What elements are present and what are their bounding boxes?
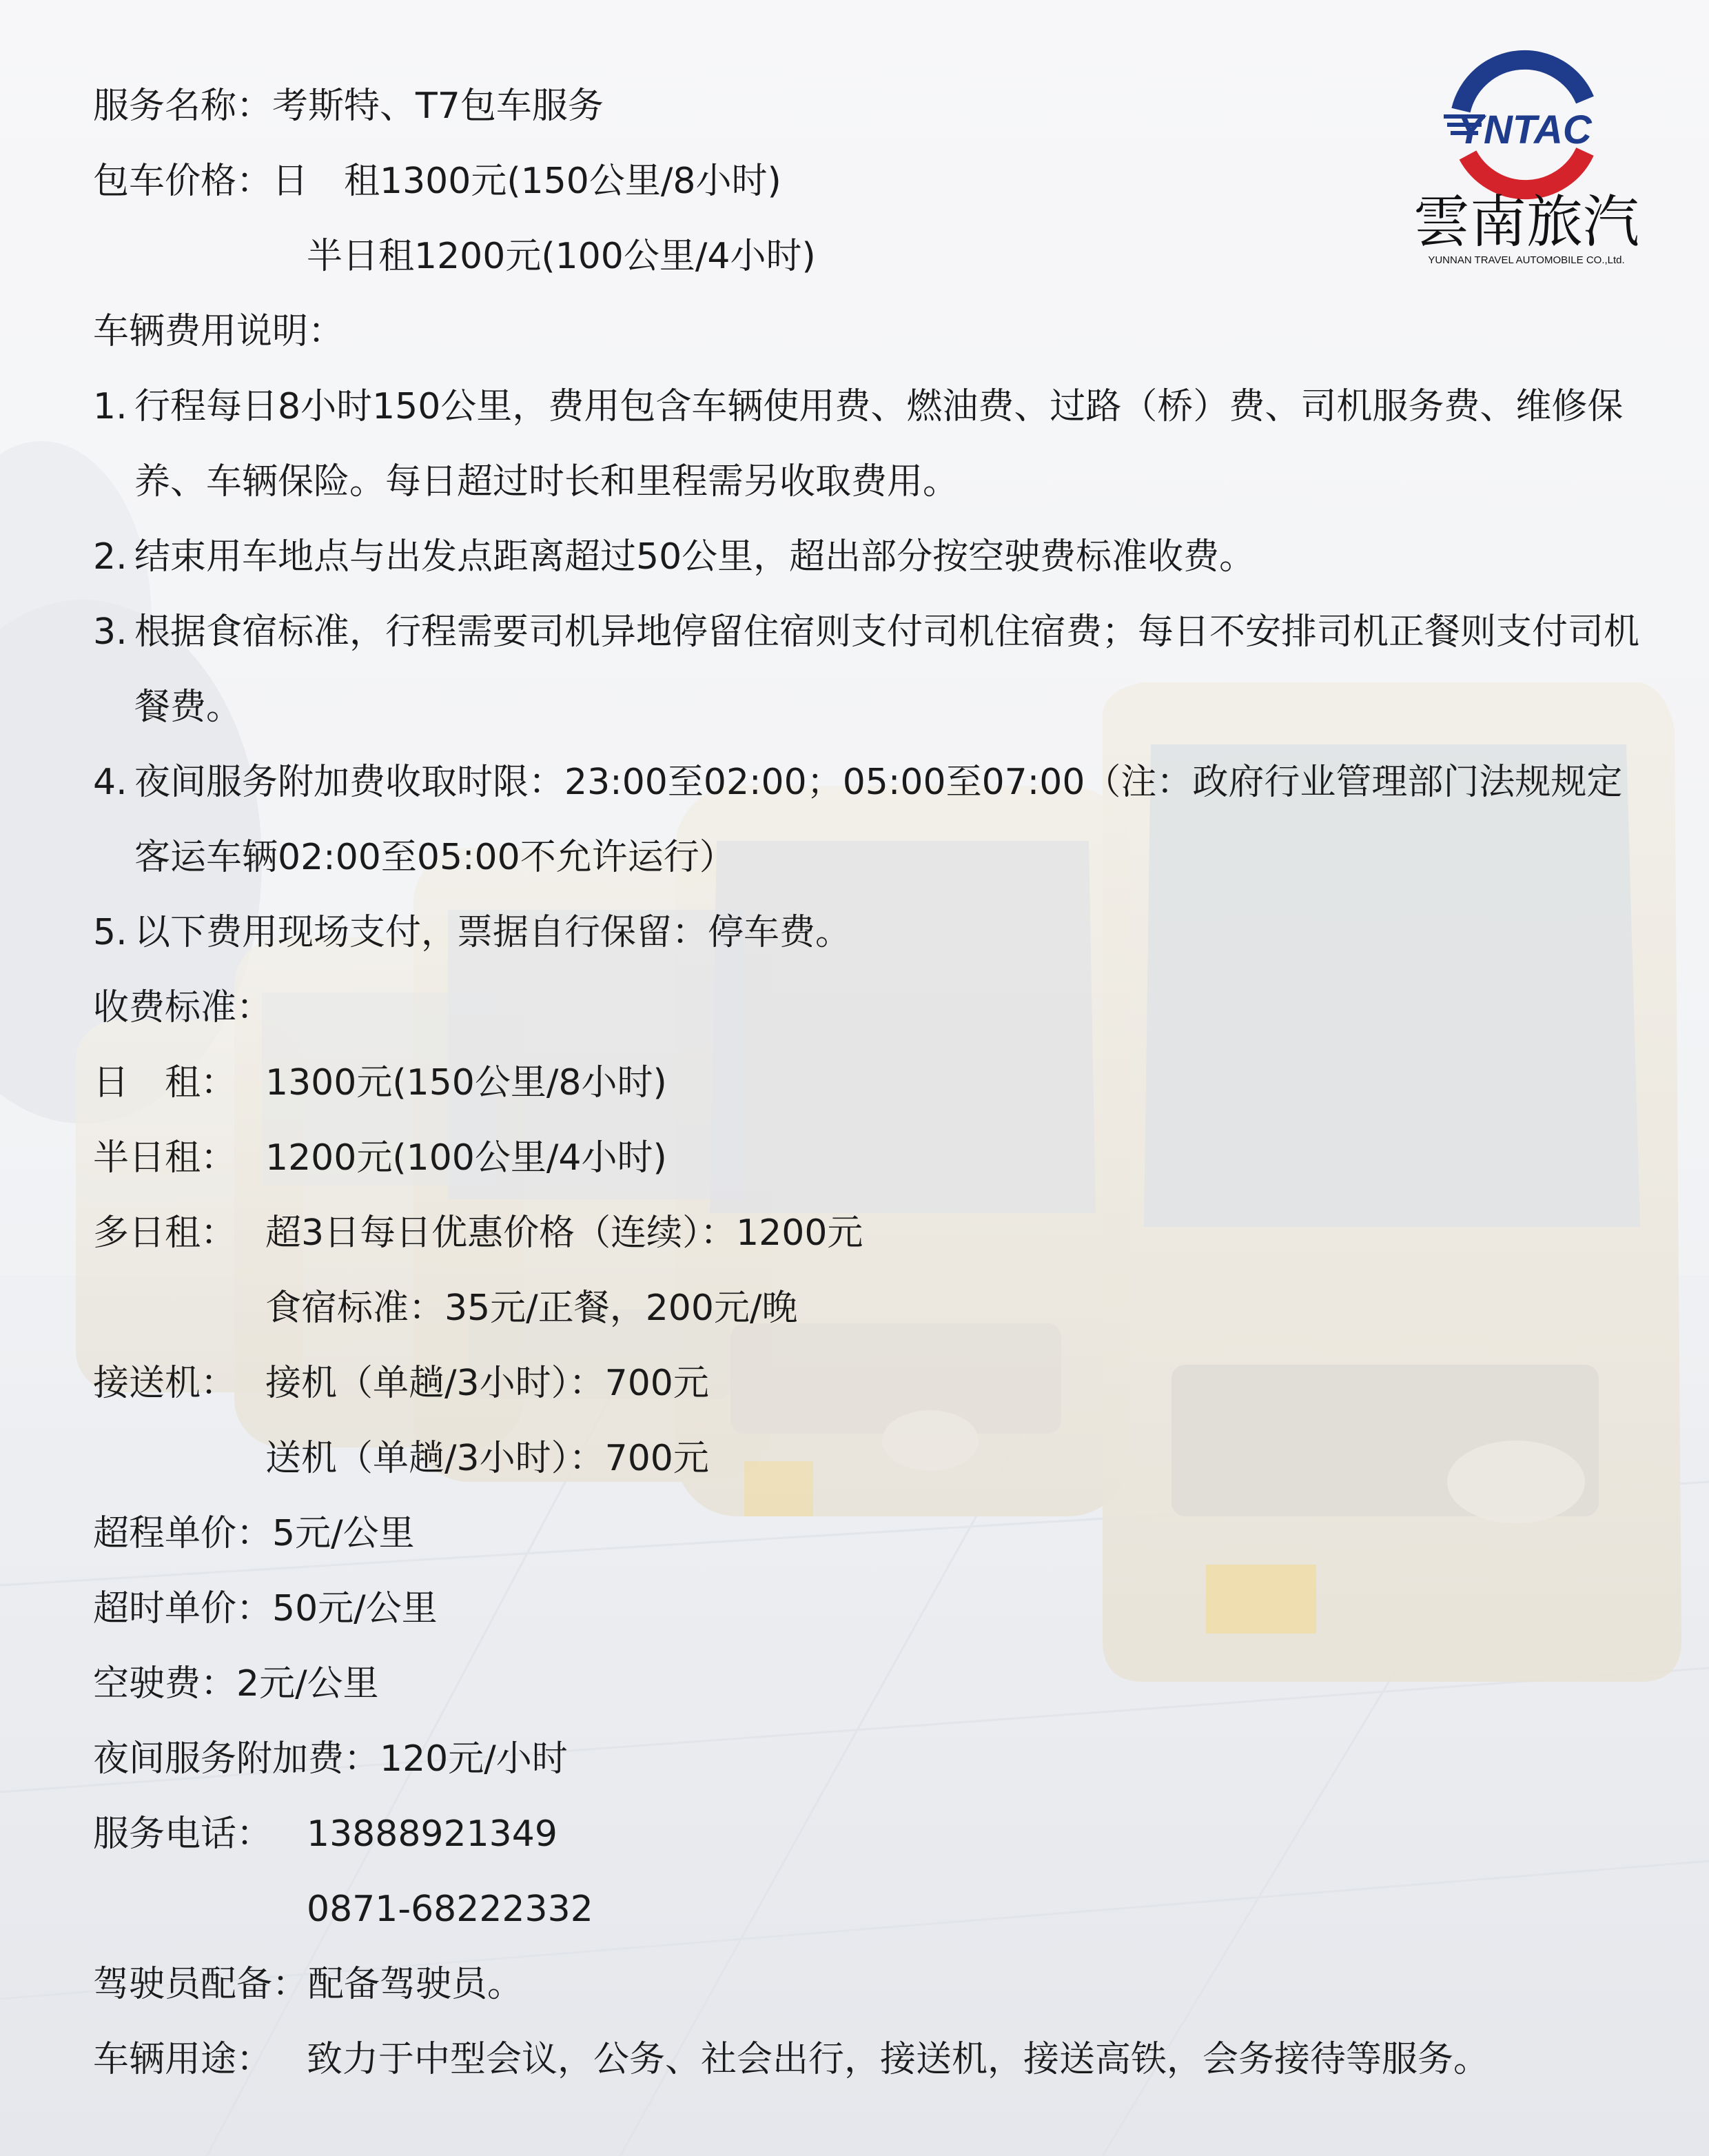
fee-meal-value: 食宿标准：35元/正餐，200元/晚 — [265, 1288, 798, 1329]
note-text: 夜间服务附加费收取时限：23:00至02:00；05:00至07:00（注：政府行业管理部门法规规定客运车辆02:00至05:00不允许运行） — [134, 762, 1623, 878]
fees-title: 收费标准： — [93, 987, 273, 1028]
note-text: 行程每日8小时150公里，费用包含车辆使用费、燃油费、过路（桥）费、司机服务费、维修保养、车辆保险。每日超过时长和里程需另收取费用。 — [134, 386, 1624, 502]
fee-night: 夜间服务附加费：120元/小时 — [93, 1738, 568, 1780]
fee-empty-run: 空驶费：2元/公里 — [93, 1663, 379, 1705]
phone-number-2: 0871-68222332 — [307, 1889, 593, 1930]
usage-row — [93, 2022, 1644, 2097]
note-text: 根据食宿标准，行程需要司机异地停留住宿则支付司机住宿费；每日不安排司机正餐则支付司机餐费。 — [134, 611, 1640, 728]
note-number: 1. — [93, 386, 127, 427]
fee-multi-row — [93, 1196, 1644, 1271]
fee-half-row — [93, 1121, 1644, 1196]
note-number: 3. — [93, 611, 127, 653]
fee-transfer-row — [93, 1346, 1644, 1421]
fee-transfer-label: 接送机： — [93, 1363, 237, 1404]
driver-label: 驾驶员配备： — [93, 1964, 309, 2005]
logo-mark: YNTAC — [1457, 108, 1592, 152]
fee-day-value: 1300元(150公里/8小时) — [265, 1062, 667, 1104]
company-logo — [1378, 34, 1675, 269]
logo-chinese: 雲南旅汽 — [1413, 190, 1640, 255]
yntac-logo-icon — [1378, 34, 1675, 269]
fee-half-label: 半日租： — [93, 1137, 237, 1179]
note-item — [93, 369, 1644, 520]
note-item — [93, 895, 1644, 970]
phone-number-1: 13888921349 — [307, 1813, 557, 1855]
fee-over-distance: 超程单价：5元/公里 — [93, 1513, 415, 1554]
service-name-label: 服务名称： — [93, 85, 273, 127]
note-text: 以下费用现场支付，票据自行保留：停车费。 — [134, 912, 852, 953]
phone-row — [93, 1797, 1644, 1872]
note-number: 4. — [93, 762, 127, 803]
fee-multi-value: 超3日每日优惠价格（连续）：1200元 — [265, 1212, 863, 1254]
fee-dropoff-row — [93, 1421, 1644, 1496]
fee-half-value: 1200元(100公里/4小时) — [265, 1137, 667, 1179]
logo-english: YUNNAN TRAVEL AUTOMOBILE CO.,Ltd. — [1428, 254, 1625, 266]
price-half: 半日租1200元(100公里/4小时) — [307, 236, 816, 277]
usage-label: 车辆用途： — [93, 2039, 273, 2080]
fee-pickup-value: 接机（单趟/3小时）：700元 — [265, 1363, 709, 1404]
note-text: 结束用车地点与出发点距离超过50公里，超出部分按空驶费标准收费。 — [134, 536, 1256, 578]
fee-meal-row — [93, 1271, 1644, 1346]
fee-multi-label: 多日租： — [93, 1212, 237, 1254]
driver-row — [93, 1947, 1644, 2022]
fee-over-time: 超时单价：50元/公里 — [93, 1588, 438, 1629]
fee-dropoff-value: 送机（单趟/3小时）：700元 — [265, 1438, 709, 1479]
usage-value: 致力于中型会议，公务、社会出行，接送机，接送高铁，会务接待等服务。 — [307, 2039, 1490, 2080]
fee-day-row — [93, 1046, 1644, 1121]
phone-label: 服务电话： — [93, 1813, 273, 1855]
price-day: 日 租1300元(150公里/8小时) — [272, 161, 781, 202]
notes-title: 车辆费用说明： — [93, 311, 345, 352]
note-item — [93, 595, 1644, 745]
fee-day-label: 日 租： — [93, 1062, 237, 1104]
note-item — [93, 745, 1644, 895]
note-number: 5. — [93, 912, 127, 953]
document-body — [93, 69, 1644, 2097]
phone-row-2 — [93, 1872, 1644, 1947]
service-name-value: 考斯特、T7包车服务 — [272, 85, 604, 127]
driver-value: 配备驾驶员。 — [308, 1964, 524, 2005]
note-item — [93, 520, 1644, 595]
price-label: 包车价格： — [93, 161, 273, 202]
note-number: 2. — [93, 536, 127, 578]
